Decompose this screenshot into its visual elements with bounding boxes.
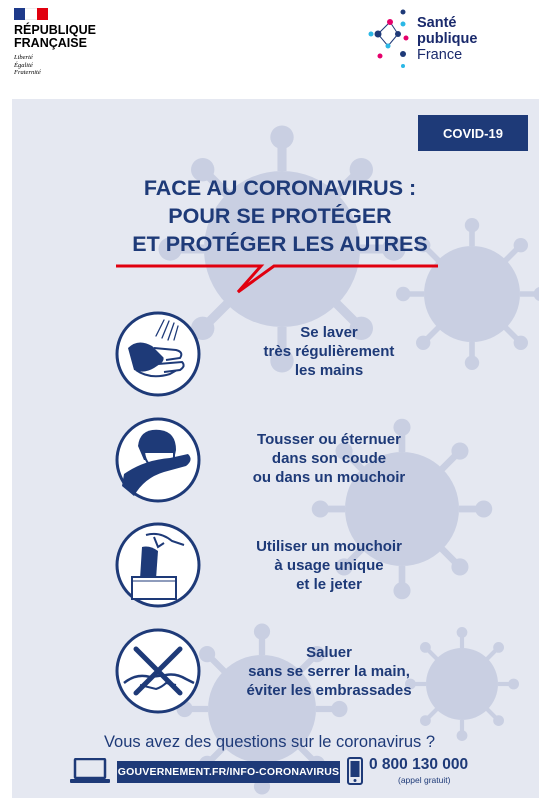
phone-number[interactable]: 0 800 130 000 <box>369 756 469 773</box>
footer-question: Vous avez des questions sur le coronavirus ? <box>103 733 436 751</box>
poster-title <box>100 174 460 258</box>
phone-icon <box>347 757 363 785</box>
cough-elbow-icon <box>114 416 202 504</box>
covid-19-badge: COVID-19 <box>418 115 528 151</box>
speech-bubble-underline <box>116 258 438 298</box>
header <box>0 0 539 96</box>
title-line-2: POUR SE PROTÉGER <box>168 204 392 228</box>
gesture-text-4: Saluer sans se serrer la main, éviter les embrassades <box>246 644 412 699</box>
gesture-text-3: Utiliser un mouchoir à usage unique et le jeter <box>256 538 402 593</box>
title-line-1: FACE AU CORONAVIRUS : <box>143 176 417 200</box>
sante-publique-logo-text: Santé publique France <box>417 15 478 63</box>
title-line-3: ET PROTÉGER LES AUTRES <box>132 232 428 256</box>
gesture-text-2: Tousser ou éternuer dans son coude ou dans un mouchoir <box>252 431 406 486</box>
gesture-text-1: Se laver très régulièrement les mains <box>263 324 395 379</box>
gov-motto: Liberté Égalité Fraternité <box>14 54 41 76</box>
no-handshake-icon <box>114 627 202 715</box>
hand-washing-icon <box>114 310 202 398</box>
phone-note: (appel gratuit) <box>398 775 451 785</box>
french-flag-icon <box>14 8 48 20</box>
laptop-icon <box>70 758 110 784</box>
gov-logo-text: RÉPUBLIQUE FRANÇAISE <box>14 23 96 50</box>
tissue-bin-icon <box>114 521 202 609</box>
sante-publique-logo-icon <box>368 8 410 72</box>
info-url-link[interactable]: GOUVERNEMENT.FR/INFO-CORONAVIRUS <box>117 761 340 783</box>
